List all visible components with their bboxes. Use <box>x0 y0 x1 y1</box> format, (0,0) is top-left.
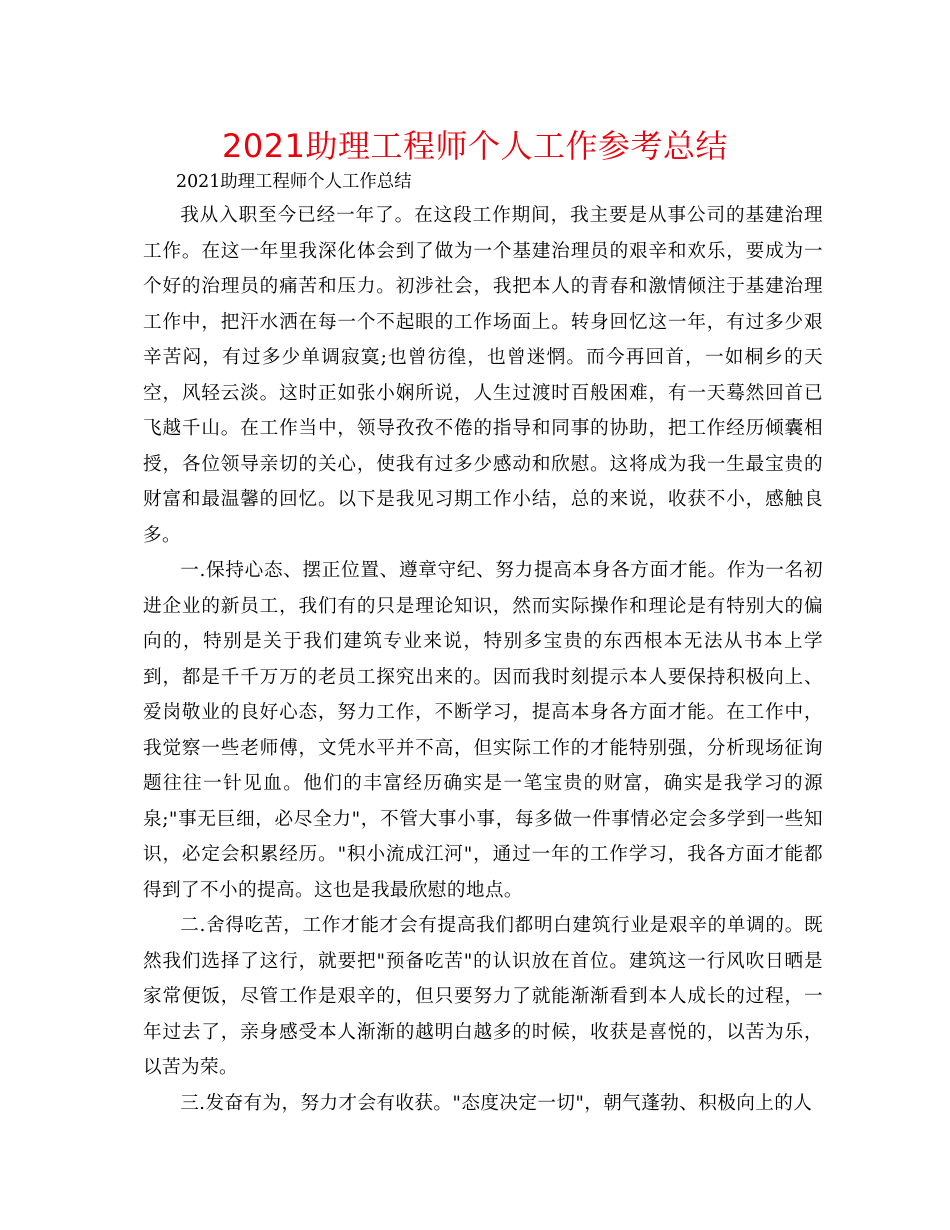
document-body <box>143 198 823 1121</box>
paragraph-intro: 我从入职至今已经一年了。在这段工作期间，我主要是从事公司的基建治理工作。在这一年里我深化体会到了做为一个基建治理员的艰辛和欢乐，要成为一个好的治理员的痛苦和压力。初涉社会，我把本人的青春和激情倾注于基建治理工作中，把汗水洒在每一个不起眼的工作场面上。转身回忆这一年，有过多少艰辛苦闷，有过多少单调寂寞;也曾彷徨，也曾迷惘。而今再回首，一如桐乡的天空，风轻云淡。这时正如张小娴所说，人生过渡时百般困难，有一天蓦然回首已飞越千山。在工作当中，领导孜孜不倦的指导和同事的协助，把工作经历倾囊相授，各位领导亲切的关心，使我有过多少感动和欣慰。这将成为我一生最宝贵的财富和最温馨的回忆。以下是我见习期工作小结，总的来说，收获不小，感触良多。 <box>143 205 823 546</box>
paragraph-section-1: 一.保持心态、摆正位置、遵章守纪、努力提高本身各方面才能。作为一名初进企业的新员工，我们有的只是理论知识，然而实际操作和理论是有特别大的偏向的，特别是关于我们建筑专业来说，特别多宝贵的东西根本无法从书本上学到，都是千千万万的老员工探究出来的。因而我时刻提示本人要保持积极向上、爱岗敬业的良好心态，努力工作，不断学习，提高本身各方面才能。在工作中，我觉察一些老师傅，文凭水平并不高，但实际工作的才能特别强，分析现场征询题往往一针见血。他们的丰富经历确实是一笔宝贵的财富，确实是我学习的源泉;"事无巨细，必尽全力"，不管大事小事，每多做一件事情必定会多学到一些知识，必定会积累经历。"积小流成江河"，通过一年的工作学习，我各方面才能都得到了不小的提高。这也是我最欣慰的地点。 <box>143 560 823 901</box>
paragraph-section-3: 三.发奋有为，努力才会有收获。"态度决定一切"，朝气蓬勃、积极向上的人 <box>180 1092 813 1114</box>
document-title: 2021助理工程师个人工作参考总结 <box>222 127 728 165</box>
paragraph-section-2: 二.舍得吃苦，工作才能才会有提高我们都明白建筑行业是艰辛的单调的。既然我们选择了这行，就要把"预备吃苦"的认识放在首位。建筑这一行风吹日晒是家常便饭，尽管工作是艰辛的，但只要努力了就能渐渐看到本人成长的过程，一年过去了，亲身感受本人渐渐的越明白越多的时候，收获是喜悦的，以苦为乐，以苦为荣。 <box>143 915 823 1078</box>
document-subtitle: 2021助理工程师个人工作总结 <box>176 172 412 192</box>
